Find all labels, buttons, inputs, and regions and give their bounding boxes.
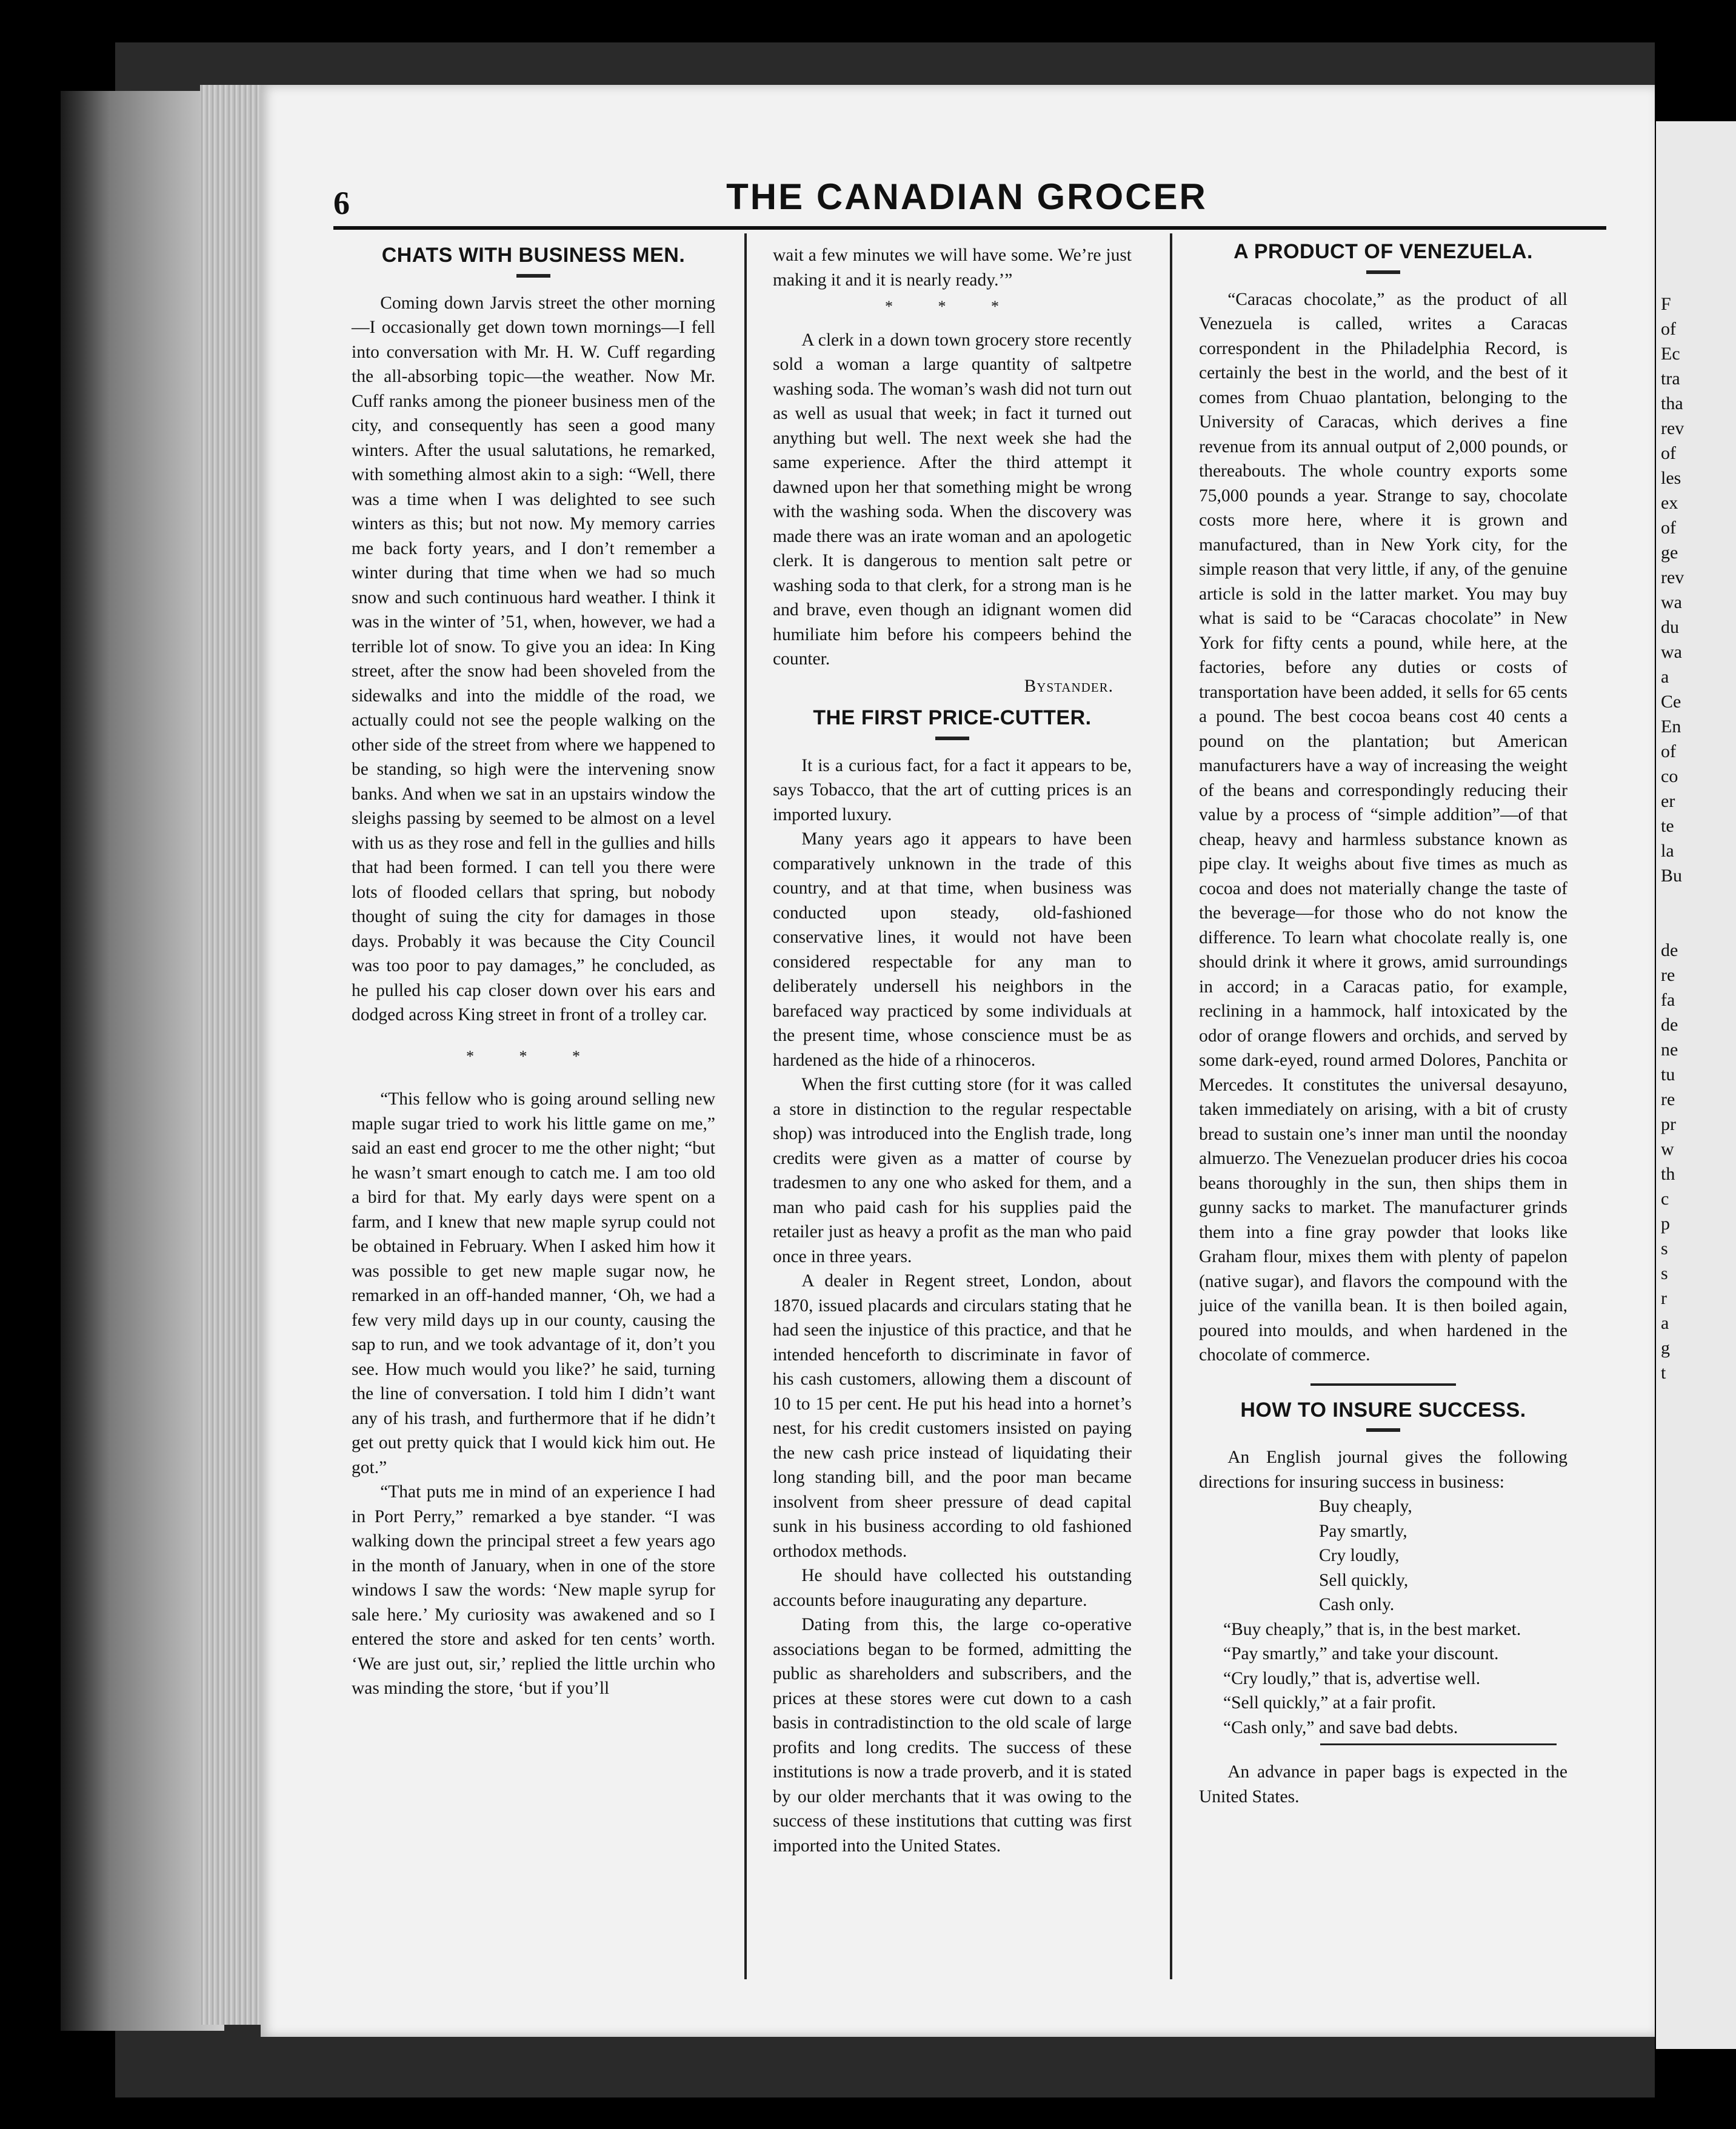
- facing-page-text: re: [1661, 1089, 1675, 1109]
- column-divider: [744, 233, 747, 1979]
- column-1: [352, 239, 715, 1701]
- article-paragraph: A dealer in Regent street, London, about 1870, issued placards and circulars stating that he had seen the injustice of this practice, and that he intended henceforth to discriminate in favor of his cash customers, allowing them a discount of 10 to 15 per cent. He put his head into a hornet’s nest, for his credit customers insisted on paying the new cash price instead of liquidating their long standing bill, and the poor man became insolvent from sheer pressure of dead capital sunk in his business according to old fashioned orthodox methods.: [773, 1271, 1132, 1561]
- article-paragraph: “This fellow who is going around selling new maple sugar tried to work his little game on me,” said an east end grocer to me the other night; “but he wasn’t smart enough to catch me. I am too old a bird for that. My early days were spent on a farm, and I knew that new maple syrup could not be obtained in February. When I asked him how it was possible to get new maple sugar now, he remarked in an off-handed manner, ‘Oh, we had a few very mild days up in our county, causing the sap to run, and we took advantage of it, don’t you see. How much would you like?’ he said, turning the line of conversation. I told him I didn’t want any of his trash, and furthermore that if he didn’t get out pretty quick that I would kick him out. He got.”: [352, 1089, 715, 1477]
- list-item: Cry loudly,: [1319, 1546, 1400, 1565]
- article-title: HOW TO INSURE SUCCESS.: [1240, 1398, 1526, 1422]
- list-item: Buy cheaply,: [1319, 1497, 1412, 1516]
- section-stars: * * *: [885, 298, 1020, 315]
- signature: Bystander.: [1024, 676, 1113, 696]
- masthead-title: THE CANADIAN GROCER: [726, 176, 1207, 217]
- explanation-line: “Pay smartly,” and take your discount.: [1223, 1644, 1499, 1663]
- section-rule: [1320, 1743, 1557, 1745]
- section-rule: [1310, 1383, 1456, 1386]
- column-2: [773, 239, 1132, 1858]
- facing-page-text: w: [1661, 1139, 1674, 1159]
- facing-page-text: p: [1661, 1214, 1670, 1234]
- article-paragraph: Many years ago it appears to have been comparatively unknown in the trade of this country, and at that time, when business was conducted upon steady, old-fashioned conservative lines, it would not have been considered respectable for any man to deliberately undersell his neighbors in the barefaced way practiced by some individuals at the present time, whose conscience must be as hardened as the hide of a rhinoceros.: [773, 829, 1132, 1070]
- facing-page-text: of: [1661, 319, 1676, 339]
- facing-page-text: ne: [1661, 1040, 1678, 1060]
- facing-page-text: tu: [1661, 1064, 1675, 1085]
- facing-page-text: la: [1661, 841, 1674, 861]
- header-rule: [333, 226, 1606, 230]
- facing-page-text: ex: [1661, 493, 1678, 513]
- article-title: A PRODUCT OF VENEZUELA.: [1234, 240, 1533, 263]
- article-paragraph: When the first cutting store (for it was called a store in distinction to the regular respectable shop) was introduced into the English trade, long credits were given as a matter of course by tradesmen to any one who asked for them, and a man who paid cash for his supplies paid the retailer just as heavy a profit as the man who paid once in three years.: [773, 1075, 1132, 1266]
- article-title: THE FIRST PRICE-CUTTER.: [813, 706, 1092, 729]
- facing-page-text: of: [1661, 443, 1676, 463]
- facing-page-text: co: [1661, 766, 1678, 786]
- facing-page-text: s: [1661, 1263, 1668, 1283]
- facing-page-text: te: [1661, 816, 1674, 836]
- facing-page-text: er: [1661, 791, 1675, 811]
- list-item: Pay smartly,: [1319, 1521, 1407, 1541]
- title-dash: [935, 737, 969, 740]
- facing-page-text: re: [1661, 965, 1675, 985]
- list-item: Sell quickly,: [1319, 1570, 1409, 1590]
- facing-page-text: wa: [1661, 642, 1682, 662]
- article-paragraph: An advance in paper bags is expected in the United States.: [1199, 1762, 1567, 1806]
- section-stars: * * *: [466, 1047, 601, 1065]
- facing-page-text: c: [1661, 1189, 1669, 1209]
- facing-page-text: Ec: [1661, 344, 1680, 364]
- article-paragraph: wait a few minutes we will have some. We’re just making it and it is nearly ready.’”: [773, 246, 1132, 290]
- article-paragraph: “Caracas chocolate,” as the product of all Venezuela is called, writes a Caracas correspondent in the Philadelphia Record, is certainly the best in the world, and the best of it comes from Chuao plantation, belonging to the University of Caracas, which derives a fine revenue from its annual output of 2,000 pounds, or thereabouts. The whole country exports some 75,000 pounds a year. Strange to say, chocolate costs more here, where it is grown and manufactured, than in New York city, for the simple reason that very little, if any, of the genuine article is sold in the latter market. You may buy what is said to be “Caracas chocolate” in New York for fifty cents a pound, while here, at the factories, before any duties or costs of transportation have been added, it sells for 65 cents a pound. The best cocoa beans cost 40 cents a pound on the plantation; but American manufacturers have a way of increasing the weight of the beans and correspondingly reducing their value by a process of “simple addition”—of that cheap, heavy and harmless substance known as pipe clay. It weighs about five times as much as cocoa and does not materially change the taste of the beverage—for those who do not know the difference. To learn what chocolate really is, one should drink it where it grows, amid surroundings in accord; in a Caracas patio, for example, reclining in a hammock, half intoxicated by the odor of orange flowers and orchids, and served by some dark-eyed, round armed Dolores, Panchita or Mercedes. It constitutes the universal desayuno, taken immediately on arising, with a bit of crusty bread to sustain one’s inner man until the noonday almuerzo. The Venezuelan producer dries his cocoa beans thoroughly in the sun, then ships them in gunny sacks to market. The manufacturer grinds them into a fine gray powder that looks like Graham flour, mixes them with plenty of papelon (native sugar), and flavors the compound with the juice of the vanilla bean. It is then boiled again, poured into moulds, and when hardened in the chocolate of commerce.: [1199, 289, 1567, 1365]
- facing-page-text: fa: [1661, 990, 1675, 1010]
- facing-page-text: du: [1661, 617, 1679, 637]
- facing-page-text: s: [1661, 1238, 1668, 1258]
- explanation-line: “Buy cheaply,” that is, in the best market.: [1223, 1619, 1521, 1639]
- facing-page-text: de: [1661, 1015, 1678, 1035]
- facing-page-fragment: [1656, 121, 1736, 2049]
- facing-page-text: rev: [1661, 567, 1684, 587]
- page-header: [333, 176, 1600, 230]
- facing-page-text: Bu: [1661, 866, 1683, 886]
- facing-page-text: of: [1661, 518, 1676, 538]
- article-paragraph: Dating from this, the large co-operative associations began to be formed, admitting the public as shareholders and subscribers, and the prices at these stores were cut down to a cash basis in contradistinction to the old scale of large profits and long credits. The success of these institutions is now a trade proverb, and it is stated by our older merchants that it was owing to the success of these institutions that cutting was first imported into the United States.: [773, 1615, 1132, 1856]
- facing-page-text: F: [1661, 294, 1671, 314]
- page-number: 6: [333, 185, 350, 221]
- facing-page-text: Ce: [1661, 692, 1681, 712]
- facing-page-text: de: [1661, 940, 1678, 960]
- facing-page-text: tha: [1661, 393, 1683, 413]
- facing-page-text: a: [1661, 667, 1669, 687]
- explanation-line: “Cash only,” and save bad debts.: [1223, 1717, 1458, 1737]
- title-dash: [1366, 270, 1400, 274]
- success-list: [1199, 1494, 1567, 1617]
- facing-page-text: En: [1661, 717, 1681, 737]
- article-paragraph: An English journal gives the following directions for insuring success in business:: [1199, 1448, 1567, 1492]
- facing-page-text: of: [1661, 741, 1676, 761]
- facing-page-text: rev: [1661, 418, 1684, 438]
- article-paragraph: “That puts me in mind of an experience I had in Port Perry,” remarked a bye stander. “I was walking down the principal street a few years ago in the month of January, when in one of the store windows I saw the words: ‘New maple syrup for sale here.’ My curiosity was awakened and so I entered the store and asked for ten cents’ worth. ‘We are just out, sir,’ replied the little urchin who was minding the store, ‘but if you’ll: [352, 1482, 715, 1698]
- article-paragraph: He should have collected his outstanding accounts before inaugurating any departure.: [773, 1566, 1132, 1610]
- explanation-line: “Sell quickly,” at a fair profit.: [1223, 1693, 1437, 1713]
- title-dash: [516, 274, 550, 278]
- facing-page-text: t: [1661, 1363, 1666, 1383]
- facing-page-text: tra: [1661, 369, 1680, 389]
- facing-page-text: wa: [1661, 592, 1682, 612]
- list-item: Cash only.: [1319, 1595, 1395, 1614]
- column-divider: [1170, 233, 1172, 1979]
- article-paragraph: Coming down Jarvis street the other morning—I occasionally get down town mornings—I fell into conversation with Mr. H. W. Cuff regarding the all-absorbing topic—the weather. Now Mr. Cuff ranks among the pioneer business men of the city, and consequently has seen a good many winters. After the usual salutations, he remarked, with something almost akin to a sigh: “Well, there was a time when I was delighted to see such winters as this; but not now. My memory carries me back forty years, and I don’t remember a winter during that time when we had so much snow and such continuous hard weather. I think it was in the winter of ’51, when, however, we had a terrible lot of snow. To give you an idea: In King street, after the snow had been shoveled from the sidewalks and into the middle of the road, we actually could not see the people walking on the other side of the street from where we happened to be standing, so high were the intervening snow banks. And when we sat in an upstairs window the sleighs passing by seemed to be almost on a level with us as they rose and fell in the gullies and hills that had been formed. I can tell you there were lots of flooded cellars that spring, but nobody thought of suing the city for damages in those days. Probably it was because the City Council was too poor to pay damages,” he concluded, as he pulled his cap closer down over his ears and dodged across King street in front of a trolley car.: [352, 293, 715, 1024]
- article-paragraph: A clerk in a down town grocery store recently sold a woman a large quantity of saltpetre washing soda. The woman’s wash did not turn out as well as usual that week; in fact it turned out anything but well. The next week she had the same experience. After the third attempt it dawned upon her that something might be wrong with the washing soda. When the discovery was made there was an irate woman and an apologetic clerk. It is dangerous to mention salt petre or washing soda to that clerk, for a strong man is he and brave, even though an idignant women did humiliate him before his compeers behind the counter.: [773, 330, 1132, 669]
- column-3: [1199, 239, 1567, 1809]
- article-paragraph: It is a curious fact, for a fact it appears to be, says Tobacco, that the art of cutting prices is an imported luxury.: [773, 755, 1132, 824]
- facing-page-text: a: [1661, 1313, 1669, 1333]
- facing-page-text: th: [1661, 1164, 1675, 1184]
- facing-page-text: g: [1661, 1338, 1670, 1358]
- explanation-line: “Cry loudly,” that is, advertise well.: [1223, 1668, 1481, 1688]
- facing-page-text: ge: [1661, 543, 1678, 563]
- facing-page-text: r: [1661, 1288, 1667, 1308]
- facing-page-text: pr: [1661, 1114, 1676, 1134]
- newspaper-page: [261, 85, 1655, 2037]
- title-dash: [1366, 1428, 1400, 1432]
- article-title: CHATS WITH BUSINESS MEN.: [381, 244, 686, 267]
- facing-page-text: les: [1661, 468, 1681, 488]
